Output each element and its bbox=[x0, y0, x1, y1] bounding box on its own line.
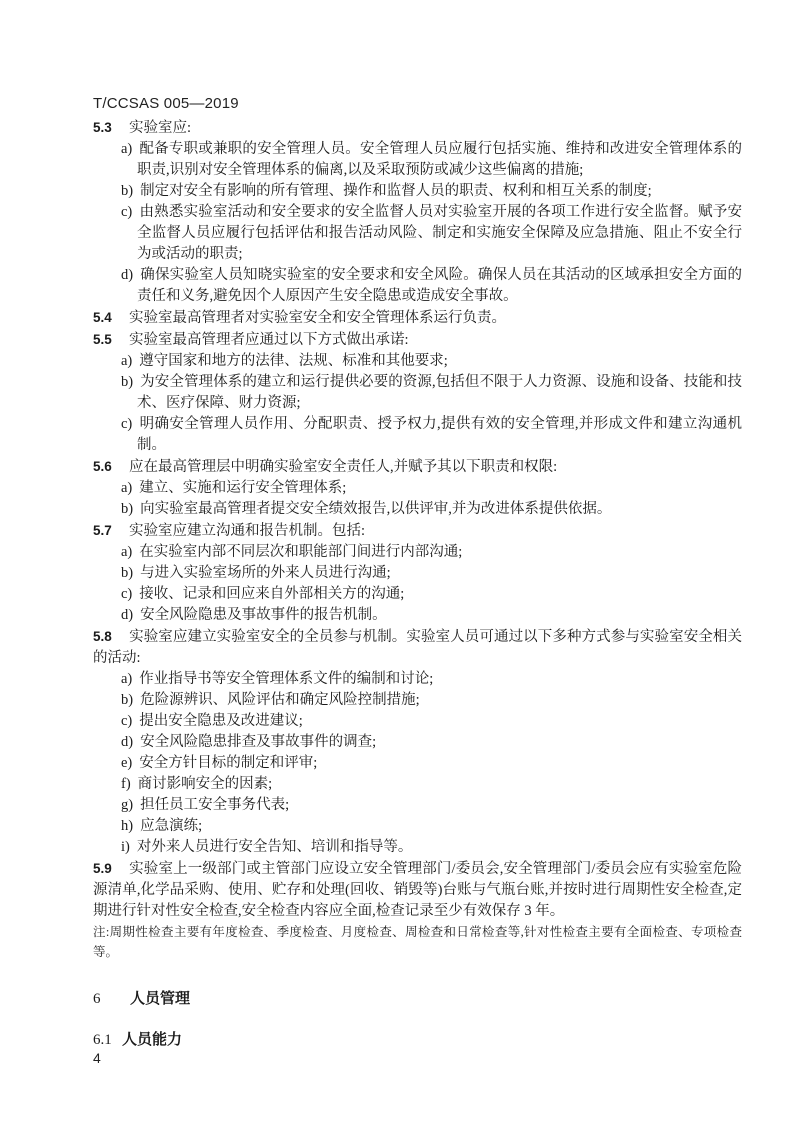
item-marker: d) bbox=[121, 607, 134, 623]
standard-number-header: T/CCSAS 005—2019 bbox=[93, 95, 239, 112]
clause-5.6-number: 5.6 bbox=[93, 459, 112, 474]
list-item-5.5-b bbox=[121, 372, 742, 414]
section-heading-6 bbox=[93, 988, 742, 1010]
item-text: 配备专职或兼职的安全管理人员。安全管理人员应履行包括实施、维持和改进安全管理体系的职责,识别对安全管理体系的偏离,以及采取预防或减少这些偏离的措施; bbox=[137, 141, 742, 178]
clause-5.5-text: 实验室最高管理者应通过以下方式做出承诺: bbox=[129, 332, 409, 348]
clause-5.5 bbox=[93, 329, 742, 351]
item-marker: i) bbox=[121, 839, 130, 855]
item-marker: d) bbox=[121, 734, 134, 750]
item-text: 建立、实施和运行安全管理体系; bbox=[139, 480, 347, 496]
item-text: 明确安全管理人员作用、分配职责、授予权力,提供有效的安全管理,并形成文件和建立沟通机制。 bbox=[137, 416, 742, 453]
item-text: 遵守国家和地方的法律、法规、标准和其他要求; bbox=[139, 353, 448, 369]
list-item-5.3-b bbox=[121, 181, 742, 202]
list-item-5.8-f bbox=[121, 774, 742, 795]
list-item-5.8-h bbox=[121, 816, 742, 837]
item-marker: a) bbox=[121, 671, 133, 687]
item-text: 为安全管理体系的建立和运行提供必要的资源,包括但不限于人力资源、设施和设备、技能和技术、医疗保障、财力资源; bbox=[137, 374, 742, 411]
clause-5.8 bbox=[93, 626, 742, 669]
list-item-5.8-i bbox=[121, 837, 742, 858]
item-text: 应急演练; bbox=[140, 818, 203, 834]
clause-5.4 bbox=[93, 307, 742, 329]
list-item-5.3-c bbox=[121, 202, 742, 265]
clause-5.6-text: 应在最高管理层中明确实验室安全责任人,并赋予其以下职责和权限: bbox=[129, 459, 558, 475]
item-text: 提出安全隐患及改进建议; bbox=[139, 713, 303, 729]
item-text: 由熟悉实验室活动和安全要求的安全监督人员对实验室开展的各项工作进行安全监督。赋予安全监督人员应履行包括评估和报告活动风险、制定和实施安全保障及应急措施、阻止不安全行为或活动的职责; bbox=[137, 204, 742, 262]
item-marker: c) bbox=[121, 204, 133, 220]
list-item-5.6-a bbox=[121, 478, 742, 499]
item-marker: b) bbox=[121, 374, 134, 390]
clause-5.3-number: 5.3 bbox=[93, 120, 112, 135]
item-text: 与进入实验室场所的外来人员进行沟通; bbox=[140, 565, 391, 581]
list-item-5.8-a bbox=[121, 669, 742, 690]
item-text: 安全风险隐患及事故事件的报告机制。 bbox=[140, 607, 387, 623]
list-item-5.7-d bbox=[121, 605, 742, 626]
clause-5.7-number: 5.7 bbox=[93, 523, 112, 538]
section-heading-6.1-text: 人员能力 bbox=[122, 1031, 183, 1048]
item-text: 对外来人员进行安全告知、培训和指导等。 bbox=[136, 839, 413, 855]
list-item-5.8-b bbox=[121, 690, 742, 711]
item-marker: b) bbox=[121, 565, 134, 581]
clause-5.3-text: 实验室应: bbox=[129, 120, 192, 136]
clause-5.9-text: 实验室上一级部门或主管部门应设立安全管理部门/委员会,安全管理部门/委员会应有实验室危险源清单,化学品采购、使用、贮存和处理(回收、销毁等)台账与气瓶台账,并按时进行周期性安全检查,定期进行针对性安全检查,安全检查内容应全面,检查记录至少有效保存 3 年。 bbox=[93, 861, 742, 919]
note-text: 注:周期性检查主要有年度检查、季度检查、月度检查、周检查和日常检查等,针对性检查主要有全面检查、专项检查等。 bbox=[93, 925, 742, 959]
section-heading-6.1 bbox=[93, 1029, 742, 1051]
item-marker: c) bbox=[121, 416, 133, 432]
item-marker: c) bbox=[121, 713, 133, 729]
clause-5.3 bbox=[93, 117, 742, 139]
clause-5.4-number: 5.4 bbox=[93, 310, 112, 325]
item-marker: a) bbox=[121, 544, 133, 560]
item-marker: a) bbox=[121, 480, 133, 496]
item-marker: a) bbox=[121, 141, 133, 157]
item-text: 接收、记录和回应来自外部相关方的沟通; bbox=[139, 586, 405, 602]
item-text: 制定对安全有影响的所有管理、操作和监督人员的职责、权利和相互关系的制度; bbox=[140, 183, 652, 199]
item-text: 在实验室内部不同层次和职能部门间进行内部沟通; bbox=[139, 544, 463, 560]
clause-5.6 bbox=[93, 456, 742, 478]
list-item-5.8-g bbox=[121, 795, 742, 816]
section-heading-6-number: 6 bbox=[93, 991, 101, 1007]
list-item-5.7-c bbox=[121, 584, 742, 605]
item-text: 危险源辨识、风险评估和确定风险控制措施; bbox=[140, 692, 420, 708]
clause-5.4-text: 实验室最高管理者对实验室安全和安全管理体系运行负责。 bbox=[129, 310, 506, 326]
list-item-5.8-e bbox=[121, 753, 742, 774]
item-marker: f) bbox=[121, 776, 131, 792]
item-text: 安全风险隐患排查及事故事件的调查; bbox=[140, 734, 377, 750]
item-marker: c) bbox=[121, 586, 133, 602]
page-number: 4 bbox=[93, 1050, 101, 1066]
item-text: 作业指导书等安全管理体系文件的编制和讨论; bbox=[139, 671, 434, 687]
list-item-5.3-a bbox=[121, 139, 742, 181]
list-item-5.7-a bbox=[121, 542, 742, 563]
item-marker: h) bbox=[121, 818, 134, 834]
clause-5.7 bbox=[93, 520, 742, 542]
clause-5.8-text: 实验室应建立实验室安全的全员参与机制。实验室人员可通过以下多种方式参与实验室安全相关的活动: bbox=[93, 629, 742, 666]
list-item-5.5-a bbox=[121, 351, 742, 372]
list-item-5.7-b bbox=[121, 563, 742, 584]
item-marker: a) bbox=[121, 353, 133, 369]
item-text: 商讨影响安全的因素; bbox=[137, 776, 273, 792]
clause-5.5-number: 5.5 bbox=[93, 332, 112, 347]
item-text: 向实验室最高管理者提交安全绩效报告,以供评审,并为改进体系提供依据。 bbox=[140, 501, 612, 517]
clause-5.7-text: 实验室应建立沟通和报告机制。包括: bbox=[129, 523, 366, 539]
document-body bbox=[93, 117, 742, 1051]
item-marker: b) bbox=[121, 501, 134, 517]
item-text: 安全方针目标的制定和评审; bbox=[139, 755, 318, 771]
item-marker: b) bbox=[121, 183, 134, 199]
section-heading-6.1-number: 6.1 bbox=[93, 1032, 112, 1048]
clause-5.9-number: 5.9 bbox=[93, 861, 112, 876]
item-marker: g) bbox=[121, 797, 134, 813]
list-item-5.6-b bbox=[121, 499, 742, 520]
list-item-5.5-c bbox=[121, 414, 742, 456]
clause-5.9 bbox=[93, 858, 742, 922]
list-item-5.8-d bbox=[121, 732, 742, 753]
list-item-5.3-d bbox=[121, 265, 742, 307]
item-marker: d) bbox=[121, 267, 134, 283]
item-text: 确保实验室人员知晓实验室的安全要求和安全风险。确保人员在其活动的区域承担安全方面的责任和义务,避免因个人原因产生安全隐患或造成安全事故。 bbox=[137, 267, 742, 304]
section-heading-6-text: 人员管理 bbox=[130, 990, 191, 1007]
list-item-5.8-c bbox=[121, 711, 742, 732]
item-text: 担任员工安全事务代表; bbox=[140, 797, 290, 813]
item-marker: b) bbox=[121, 692, 134, 708]
item-marker: e) bbox=[121, 755, 133, 771]
clause-5.8-number: 5.8 bbox=[93, 629, 112, 644]
